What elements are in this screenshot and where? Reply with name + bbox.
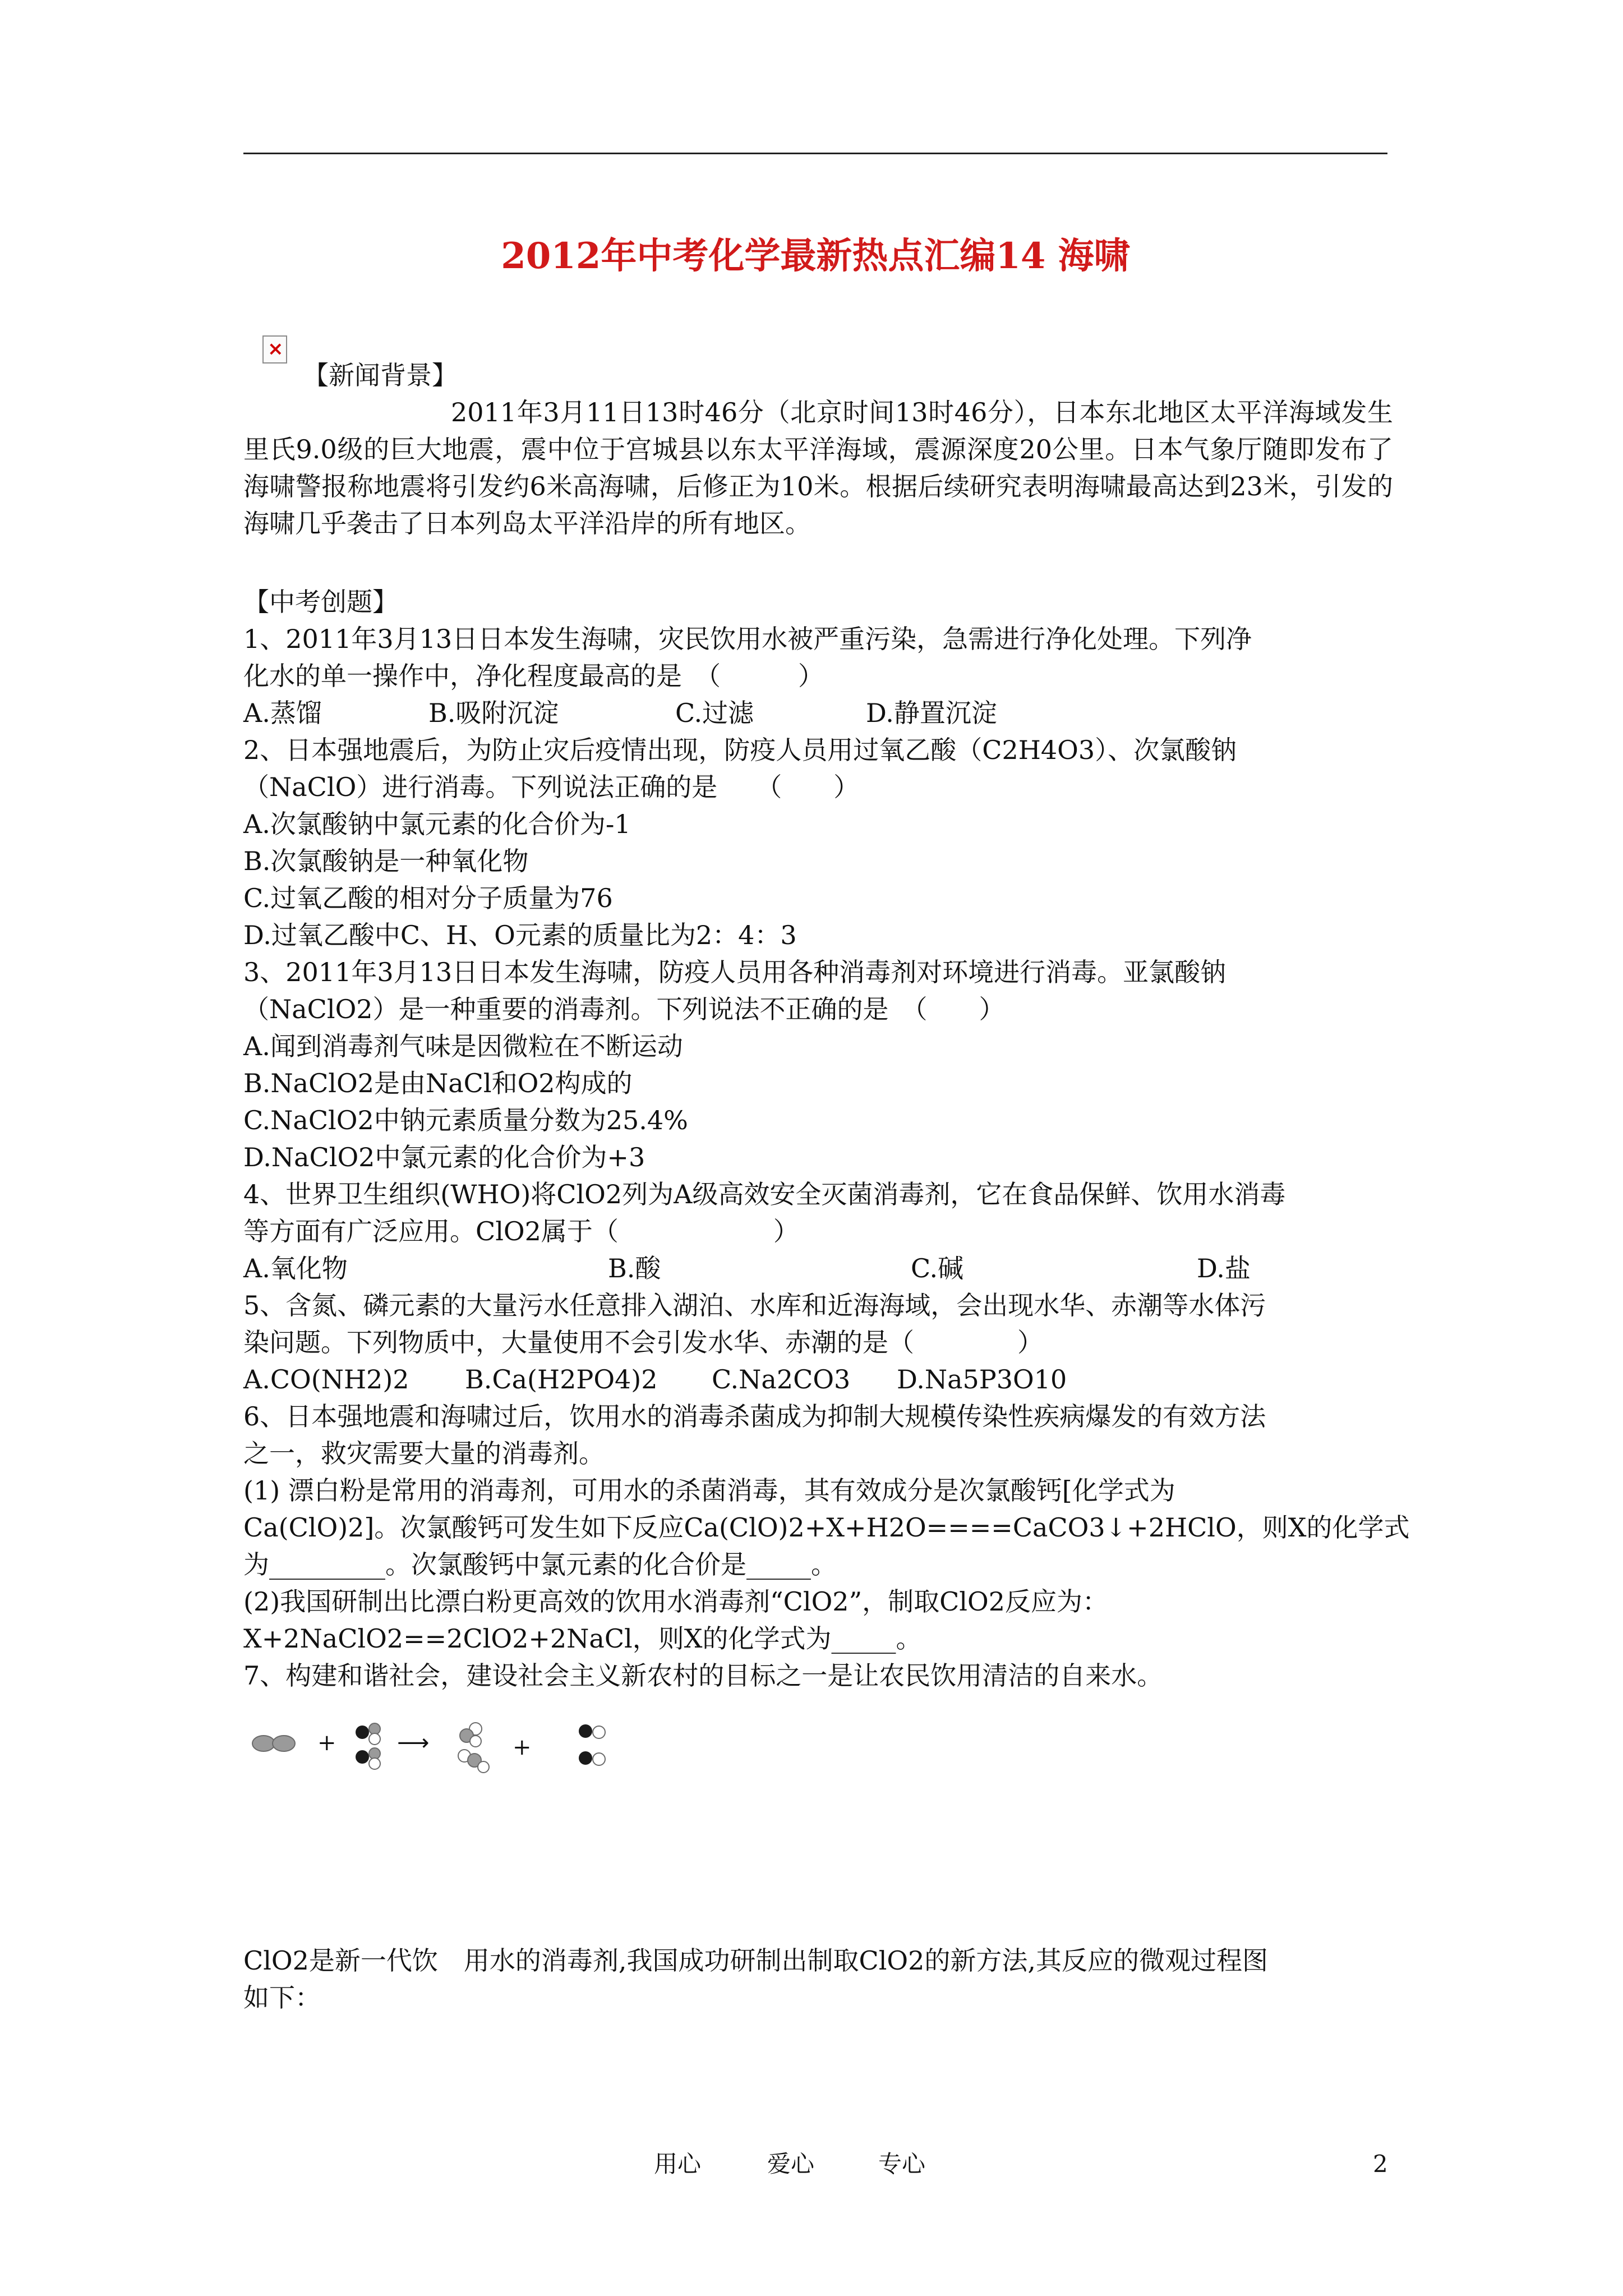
q3-option-a: A.闻到消毒剂气味是因微粒在不断运动 (243, 1031, 683, 1061)
molecule-cl2 (252, 1736, 295, 1751)
molecule-clo2-pair (458, 1723, 489, 1773)
q5-option-a: A.CO(NH2)2 (243, 1364, 409, 1395)
molecule-reaction-diagram (251, 1706, 621, 1774)
q3-line2: （NaClO2）是一种重要的消毒剂。下列说法不正确的是 （ ） (243, 994, 1005, 1024)
q6-line4: Ca(ClO)2]。次氯酸钙可发生如下反应Ca(ClO)2+X+H2O====CaCO3↓+2HClO，则X的化学式 (243, 1512, 1410, 1543)
q7-line1: 7、构建和谐社会，建设社会主义新农村的目标之一是让农民饮用清洁的自来水。 (243, 1660, 1163, 1691)
q6-line5: 为_________。次氯酸钙中氯元素的化合价是_____。 (243, 1549, 837, 1580)
q5-line2: 染问题。下列物质中，大量使用不会引发水华、赤潮的是（ ） (243, 1327, 1043, 1358)
footer-middle: 爱心 (767, 2150, 815, 2178)
q3-option-b: B.NaClO2是由NaCl和O2构成的 (243, 1068, 633, 1098)
plus-sign-2: + (513, 1734, 532, 1760)
news-heading: 【新闻背景】 (303, 360, 458, 390)
q4-option-d: D.盐 (1197, 1253, 1251, 1283)
q5-option-c: C.Na2CO3 (712, 1364, 851, 1395)
broken-image-icon: × (262, 335, 287, 364)
q4-line2: 等方面有广泛应用。ClO2属于（ ） (243, 1216, 799, 1246)
q4-option-a: A.氧化物 (243, 1253, 348, 1283)
q1-option-d: D.静置沉淀 (866, 698, 997, 728)
exam-heading: 【中考创题】 (243, 587, 398, 617)
q3-option-d: D.NaClO2中氯元素的化合价为+3 (243, 1142, 645, 1172)
q3-line1: 3、2011年3月13日日本发生海啸，防疫人员用各种消毒剂对环境进行消毒。亚氯酸钠 (243, 957, 1227, 987)
q1-line1: 1、2011年3月13日日本发生海啸，灾民饮用水被严重污染，急需进行净化处理。下列净 (243, 624, 1252, 654)
q5-option-b: B.Ca(H2PO4)2 (465, 1364, 658, 1395)
q4-line1: 4、世界卫生组织(WHO)将ClO2列为A级高效安全灭菌消毒剂，它在食品保鲜、饮用水消毒 (243, 1179, 1286, 1209)
header-rule (243, 153, 1387, 154)
q5-line1: 5、含氮、磷元素的大量污水任意排入湖泊、水库和近海海域，会出现水华、赤潮等水体污 (243, 1290, 1266, 1320)
q6-line6: (2)我国研制出比漂白粉更高效的饮用水消毒剂“ClO2”，制取ClO2反应为： (243, 1586, 1108, 1617)
q4-option-c: C.碱 (911, 1253, 964, 1283)
molecule-nacl-pair (579, 1724, 605, 1765)
q2-line1: 2、日本强地震后，为防止灾后疫情出现，防疫人员用过氧乙酸（C2H4O3）、次氯酸钠 (243, 735, 1237, 765)
q6-line1: 6、日本强地震和海啸过后，饮用水的消毒杀菌成为抑制大规模传染性疾病爆发的有效方法 (243, 1401, 1266, 1432)
molecule-naclo2-pair (356, 1723, 380, 1769)
q2-option-b: B.次氯酸钠是一种氧化物 (243, 846, 529, 876)
page-number: 2 (1373, 2150, 1388, 2178)
q2-option-c: C.过氧乙酸的相对分子质量为76 (243, 883, 613, 913)
q3-option-c: C.NaClO2中钠元素质量分数为25.4% (243, 1105, 688, 1135)
footer-left: 用心 (654, 2150, 702, 2178)
q6-line2: 之一，救灾需要大量的消毒剂。 (243, 1438, 605, 1469)
q1-option-b: B.吸附沉淀 (428, 698, 559, 728)
reaction-arrow-icon: ⟶ (397, 1730, 430, 1756)
q7-line2: ClO2是新一代饮 用水的消毒剂,我国成功研制出制取ClO2的新方法,其反应的微观过程图 (243, 1945, 1269, 1976)
q2-option-d: D.过氧乙酸中C、H、O元素的质量比为2：4：3 (243, 920, 797, 950)
q2-option-a: A.次氯酸钠中氯元素的化合价为-1 (243, 809, 631, 839)
q4-option-b: B.酸 (608, 1253, 661, 1283)
q6-line3: (1) 漂白粉是常用的消毒剂，可用水的杀菌消毒，其有效成分是次氯酸钙[化学式为 (243, 1475, 1175, 1506)
q1-option-a: A.蒸馏 (243, 698, 322, 728)
q1-option-c: C.过滤 (675, 698, 754, 728)
q2-line2: （NaClO）进行消毒。下列说法正确的是 （ ） (243, 772, 860, 802)
news-body: 2011年3月11日13时46分（北京时间13时46分），日本东北地区太平洋海域发生里氏9.0级的巨大地震，震中位于宫城县以东太平洋海域，震源深度20公里。日本气象厅随即发布了海啸警报称地震将引发约6米高海啸，后修正为10米。根据后续研究表明海啸最高达到23米，引发的海啸几乎袭击了日本列岛太平洋沿岸的所有地区。 (243, 397, 1393, 539)
plus-sign-1: + (317, 1730, 336, 1756)
footer-right: 专心 (878, 2150, 926, 2178)
q1-line2: 化水的单一操作中，净化程度最高的是 （ ） (243, 661, 824, 691)
page-title: 2012年中考化学最新热点汇编14 海啸 (501, 235, 1130, 277)
q7-line3: 如下： (243, 1982, 321, 2013)
q5-option-d: D.Na5P3O10 (897, 1364, 1067, 1395)
q6-line7: X+2NaClO2==2ClO2+2NaCl，则X的化学式为_____。 (243, 1623, 922, 1654)
